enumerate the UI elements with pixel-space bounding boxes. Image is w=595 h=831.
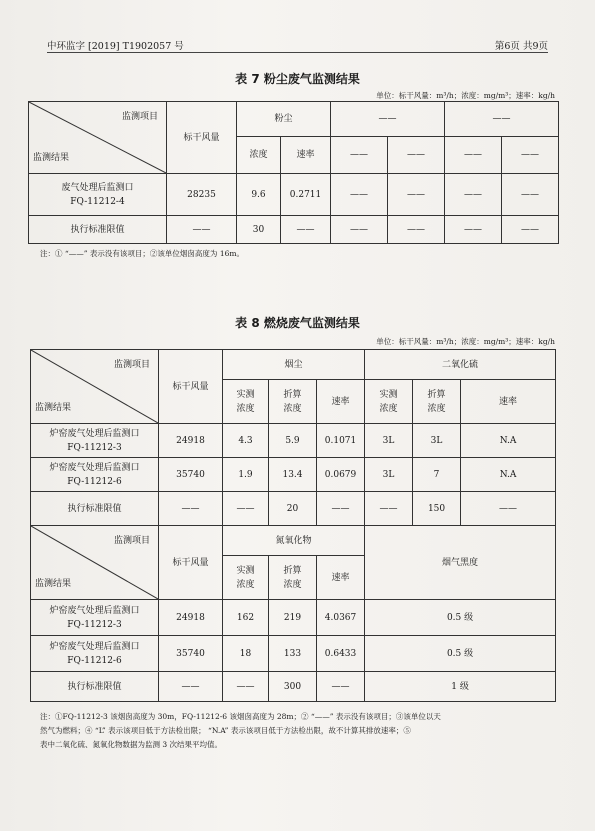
conc-limit: 30 — [237, 216, 281, 244]
diag-monitor-item: 监测项目 — [113, 536, 150, 546]
report-number: 中环监字 [2019] T1902057 号 — [47, 41, 184, 52]
col-flow-header: 标干风量 — [167, 102, 237, 174]
diag-monitor-item: 监测项目 — [121, 112, 158, 122]
note-line: 表中二氧化硫、氮氧化物数据为监测 3 次结果平均值。 — [40, 740, 223, 749]
table7 — [28, 101, 559, 244]
dash-cell: —— — [223, 672, 269, 702]
row-label: 执行标准限值 — [31, 672, 159, 702]
so2-actual: 3L — [365, 458, 413, 492]
row-label: 炉窑废气处理后监测口 FQ-11212-3 — [31, 424, 159, 458]
smoke-rate: 0.1071 — [317, 424, 365, 458]
note-line: 然气为燃料；④ “L” 表示该项目低于方法检出限； “N.A” 表示该项目低于方法检出限，故不计算其排放速率；⑤ — [40, 726, 411, 735]
table-row — [31, 600, 556, 636]
sub-rate: 速率 — [281, 137, 331, 174]
so2-rate: N.A — [461, 458, 556, 492]
conc-value: 9.6 — [237, 174, 281, 216]
table-row — [31, 492, 556, 526]
so2-limit: 150 — [413, 492, 461, 526]
empty-group-header: —— — [331, 102, 445, 137]
smoke-rate: 0.0679 — [317, 458, 365, 492]
table8-header-diagonal — [31, 350, 159, 424]
sub-actual-conc: 实测 浓度 — [223, 556, 269, 600]
so2-conv: 3L — [413, 424, 461, 458]
table-row — [31, 424, 556, 458]
smoke-actual: 4.3 — [223, 424, 269, 458]
dash-cell: —— — [331, 216, 388, 244]
col-blackness-header: 烟气黑度 — [365, 526, 556, 600]
flow-value: 24918 — [159, 424, 223, 458]
table7-header-diagonal — [29, 102, 167, 174]
page-number: 第6页 共9页 — [494, 41, 548, 52]
row-label: 执行标准限值 — [29, 216, 167, 244]
sub-rate: 速率 — [461, 380, 556, 424]
so2-rate: N.A — [461, 424, 556, 458]
table7-unit: 单位：标干风量：m³/h；浓度：mg/m³；速率：kg/h — [376, 91, 555, 100]
so2-conv: 7 — [413, 458, 461, 492]
table-row — [31, 458, 556, 492]
smoke-conv: 13.4 — [269, 458, 317, 492]
row-label: 废气处理后监测口 FQ-11212-4 — [29, 174, 167, 216]
blackness-limit: 1 级 — [365, 672, 556, 702]
dash-cell: —— — [388, 216, 445, 244]
flow-value: 35740 — [159, 636, 223, 672]
page-header — [47, 36, 548, 53]
col-smoke-header: 烟尘 — [223, 350, 365, 380]
diag-monitor-result: 监测结果 — [35, 579, 72, 589]
dash-cell: —— — [167, 216, 237, 244]
col-so2-header: 二氧化硫 — [365, 350, 556, 380]
row-label: 炉窑废气处理后监测口 FQ-11212-3 — [31, 600, 159, 636]
sub-conv-conc: 折算 浓度 — [413, 380, 461, 424]
nox-actual: 18 — [223, 636, 269, 672]
dash-cell: —— — [445, 137, 502, 174]
flow-value: 24918 — [159, 600, 223, 636]
table8-header-diagonal-b — [31, 526, 159, 600]
table7-note: 注：① “——” 表示没有该项目；②该单位烟囱高度为 16m。 — [40, 249, 244, 258]
diag-monitor-result: 监测结果 — [33, 153, 70, 163]
table8 — [30, 349, 556, 702]
smoke-conv: 5.9 — [269, 424, 317, 458]
dash-cell: —— — [281, 216, 331, 244]
col-nox-header: 氮氧化物 — [223, 526, 365, 556]
row-label: 炉窑废气处理后监测口 FQ-11212-6 — [31, 636, 159, 672]
dash-cell: —— — [159, 672, 223, 702]
sub-conv-conc: 折算 浓度 — [269, 556, 317, 600]
rate-value: 0.2711 — [281, 174, 331, 216]
col-flow-header: 标干风量 — [159, 350, 223, 424]
smoke-limit: 20 — [269, 492, 317, 526]
note-line: 注：①FQ-11212-3 该烟囱高度为 30m，FQ-11212-6 该烟囱高度为 28m；② “——” 表示没有该项目；③该单位以天 — [40, 712, 441, 721]
dash-cell: —— — [388, 174, 445, 216]
empty-group-header: —— — [445, 102, 559, 137]
dash-cell: —— — [317, 492, 365, 526]
dash-cell: —— — [331, 137, 388, 174]
col-dust-header: 粉尘 — [237, 102, 331, 137]
dash-cell: —— — [388, 137, 445, 174]
diag-monitor-result: 监测结果 — [35, 403, 72, 413]
table-row — [31, 672, 556, 702]
dash-cell: —— — [502, 137, 559, 174]
nox-limit: 300 — [269, 672, 317, 702]
table8-note — [40, 710, 441, 752]
flow-value: 28235 — [167, 174, 237, 216]
nox-conv: 219 — [269, 600, 317, 636]
row-label: 炉窑废气处理后监测口 FQ-11212-6 — [31, 458, 159, 492]
sub-rate: 速率 — [317, 556, 365, 600]
dash-cell: —— — [461, 492, 556, 526]
dash-cell: —— — [365, 492, 413, 526]
table8-title: 表 8 燃烧废气监测结果 — [235, 316, 360, 330]
flow-value: 35740 — [159, 458, 223, 492]
dash-cell: —— — [317, 672, 365, 702]
nox-rate: 0.6433 — [317, 636, 365, 672]
nox-rate: 4.0367 — [317, 600, 365, 636]
col-flow-header: 标干风量 — [159, 526, 223, 600]
dash-cell: —— — [502, 174, 559, 216]
dash-cell: —— — [502, 216, 559, 244]
nox-actual: 162 — [223, 600, 269, 636]
diag-monitor-item: 监测项目 — [113, 360, 150, 370]
row-label: 执行标准限值 — [31, 492, 159, 526]
dash-cell: —— — [445, 216, 502, 244]
nox-conv: 133 — [269, 636, 317, 672]
sub-conv-conc: 折算 浓度 — [269, 380, 317, 424]
dash-cell: —— — [445, 174, 502, 216]
sub-actual-conc: 实测 浓度 — [365, 380, 413, 424]
blackness-value: 0.5 级 — [365, 636, 556, 672]
smoke-actual: 1.9 — [223, 458, 269, 492]
table-row — [29, 216, 559, 244]
so2-actual: 3L — [365, 424, 413, 458]
table8-unit: 单位：标干风量：m³/h；浓度：mg/m³；速率：kg/h — [376, 337, 555, 346]
dash-cell: —— — [223, 492, 269, 526]
blackness-value: 0.5 级 — [365, 600, 556, 636]
table-row — [29, 174, 559, 216]
dash-cell: —— — [159, 492, 223, 526]
sub-rate: 速率 — [317, 380, 365, 424]
sub-conc: 浓度 — [237, 137, 281, 174]
table-row — [31, 636, 556, 672]
sub-actual-conc: 实测 浓度 — [223, 380, 269, 424]
dash-cell: —— — [331, 174, 388, 216]
table7-title: 表 7 粉尘废气监测结果 — [235, 72, 360, 86]
